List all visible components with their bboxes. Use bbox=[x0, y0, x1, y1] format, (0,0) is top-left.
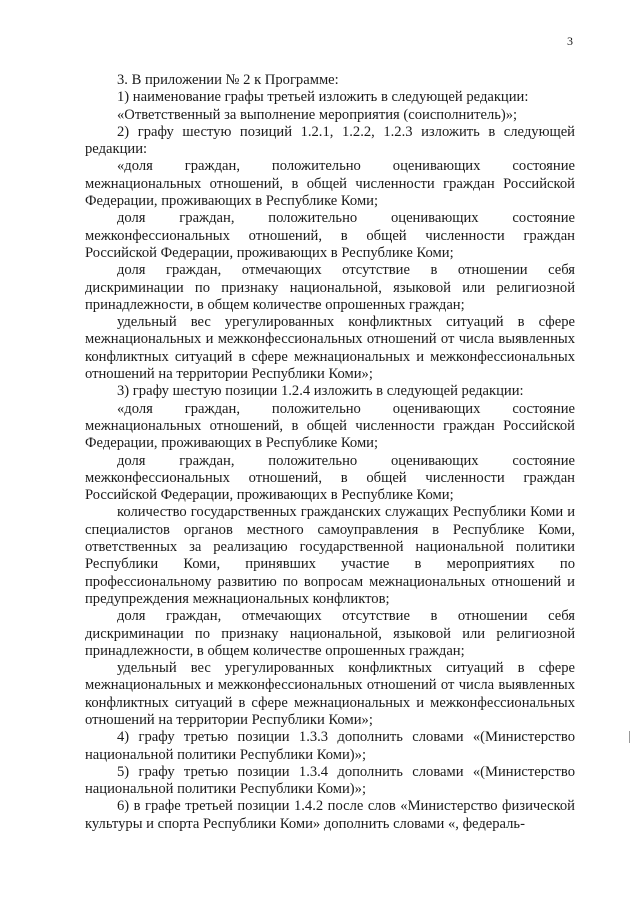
paragraph: 3. В приложении № 2 к Программе: bbox=[117, 72, 339, 88]
paragraph: 3) графу шестую позиции 1.2.4 изложить в следующей редакции: bbox=[117, 383, 524, 400]
paragraph: 2) графу шестую позиций 1.2.1, 1.2.2, 1.2.3 изложить в следующей редакции: bbox=[85, 123, 575, 158]
paragraph: «Ответственный за выполнение мероприятия (соисполнитель)»; bbox=[117, 106, 518, 123]
paragraph: удельный вес урегулированных конфликтных ситуаций в сфере межнациональных и межконфессиональных отношений от числа выявленных конфликтных ситуаций в сфере межнациональных и межконфессиональных отношений на территории Республики Коми»; bbox=[85, 314, 575, 383]
paragraph: 4) графу третью позиции 1.3.3 дополнить словами «(Министерство национальной политики Республики Коми)»; bbox=[85, 729, 575, 763]
paragraph: «доля граждан, положительно оценивающих состояние межнациональных отношений, в общей численности граждан Российской Федерации, проживающих в Республике Коми; bbox=[85, 158, 575, 210]
page-number: 3 bbox=[567, 34, 573, 48]
paragraph: удельный вес урегулированных конфликтных ситуаций в сфере межнациональных и межконфессиональных отношений от числа выявленных конфликтных ситуаций в сфере межнациональных и межконфессиональных отношений на территории Республики Коми»; bbox=[85, 660, 575, 728]
paragraph: доля граждан, отмечающих отсутствие в отношении себя дискриминации по признаку национальной, языковой или религиозной принадлежности, в общем количестве опрошенных граждан; bbox=[85, 262, 575, 313]
paragraph: доля граждан, положительно оценивающих состояние межконфессиональных отношений, в общей численности граждан Российской Федерации, проживающих в Республике Коми; bbox=[85, 210, 575, 261]
paragraph: доля граждан, положительно оценивающих состояние межконфессиональных отношений, в общей численности граждан Российской Федерации, проживающих в Республике Коми; bbox=[85, 452, 575, 504]
scan-margin-mark bbox=[629, 731, 630, 743]
paragraph: доля граждан, отмечающих отсутствие в отношении себя дискриминации по признаку национальной, языковой или религиозной принадлежности, в общем количестве опрошенных граждан; bbox=[85, 608, 575, 659]
paragraph: 5) графу третью позиции 1.3.4 дополнить словами «(Министерство национальной политики Республики Коми)»; bbox=[85, 763, 575, 798]
paragraph: 1) наименование графы третьей изложить в следующей редакции: bbox=[117, 89, 529, 106]
document-body bbox=[85, 72, 575, 833]
paragraph: 6) в графе третьей позиции 1.4.2 после слов «Министерство физической культуры и спорта Республики Коми» дополнить словами «, федераль- bbox=[85, 798, 575, 832]
paragraph: «доля граждан, положительно оценивающих состояние межнациональных отношений, в общей численности граждан Российской Федерации, проживающих в Республике Коми; bbox=[85, 400, 575, 452]
paragraph: количество государственных гражданских служащих Республики Коми и специалистов органов местного самоуправления в Республике Коми, ответственных за реализацию государственной национальной политики Республики Коми, принявших участие в мероприятиях по профессиональному развитию по вопросам межнациональных отношений и предупреждения межнациональных конфликтов; bbox=[85, 504, 575, 607]
